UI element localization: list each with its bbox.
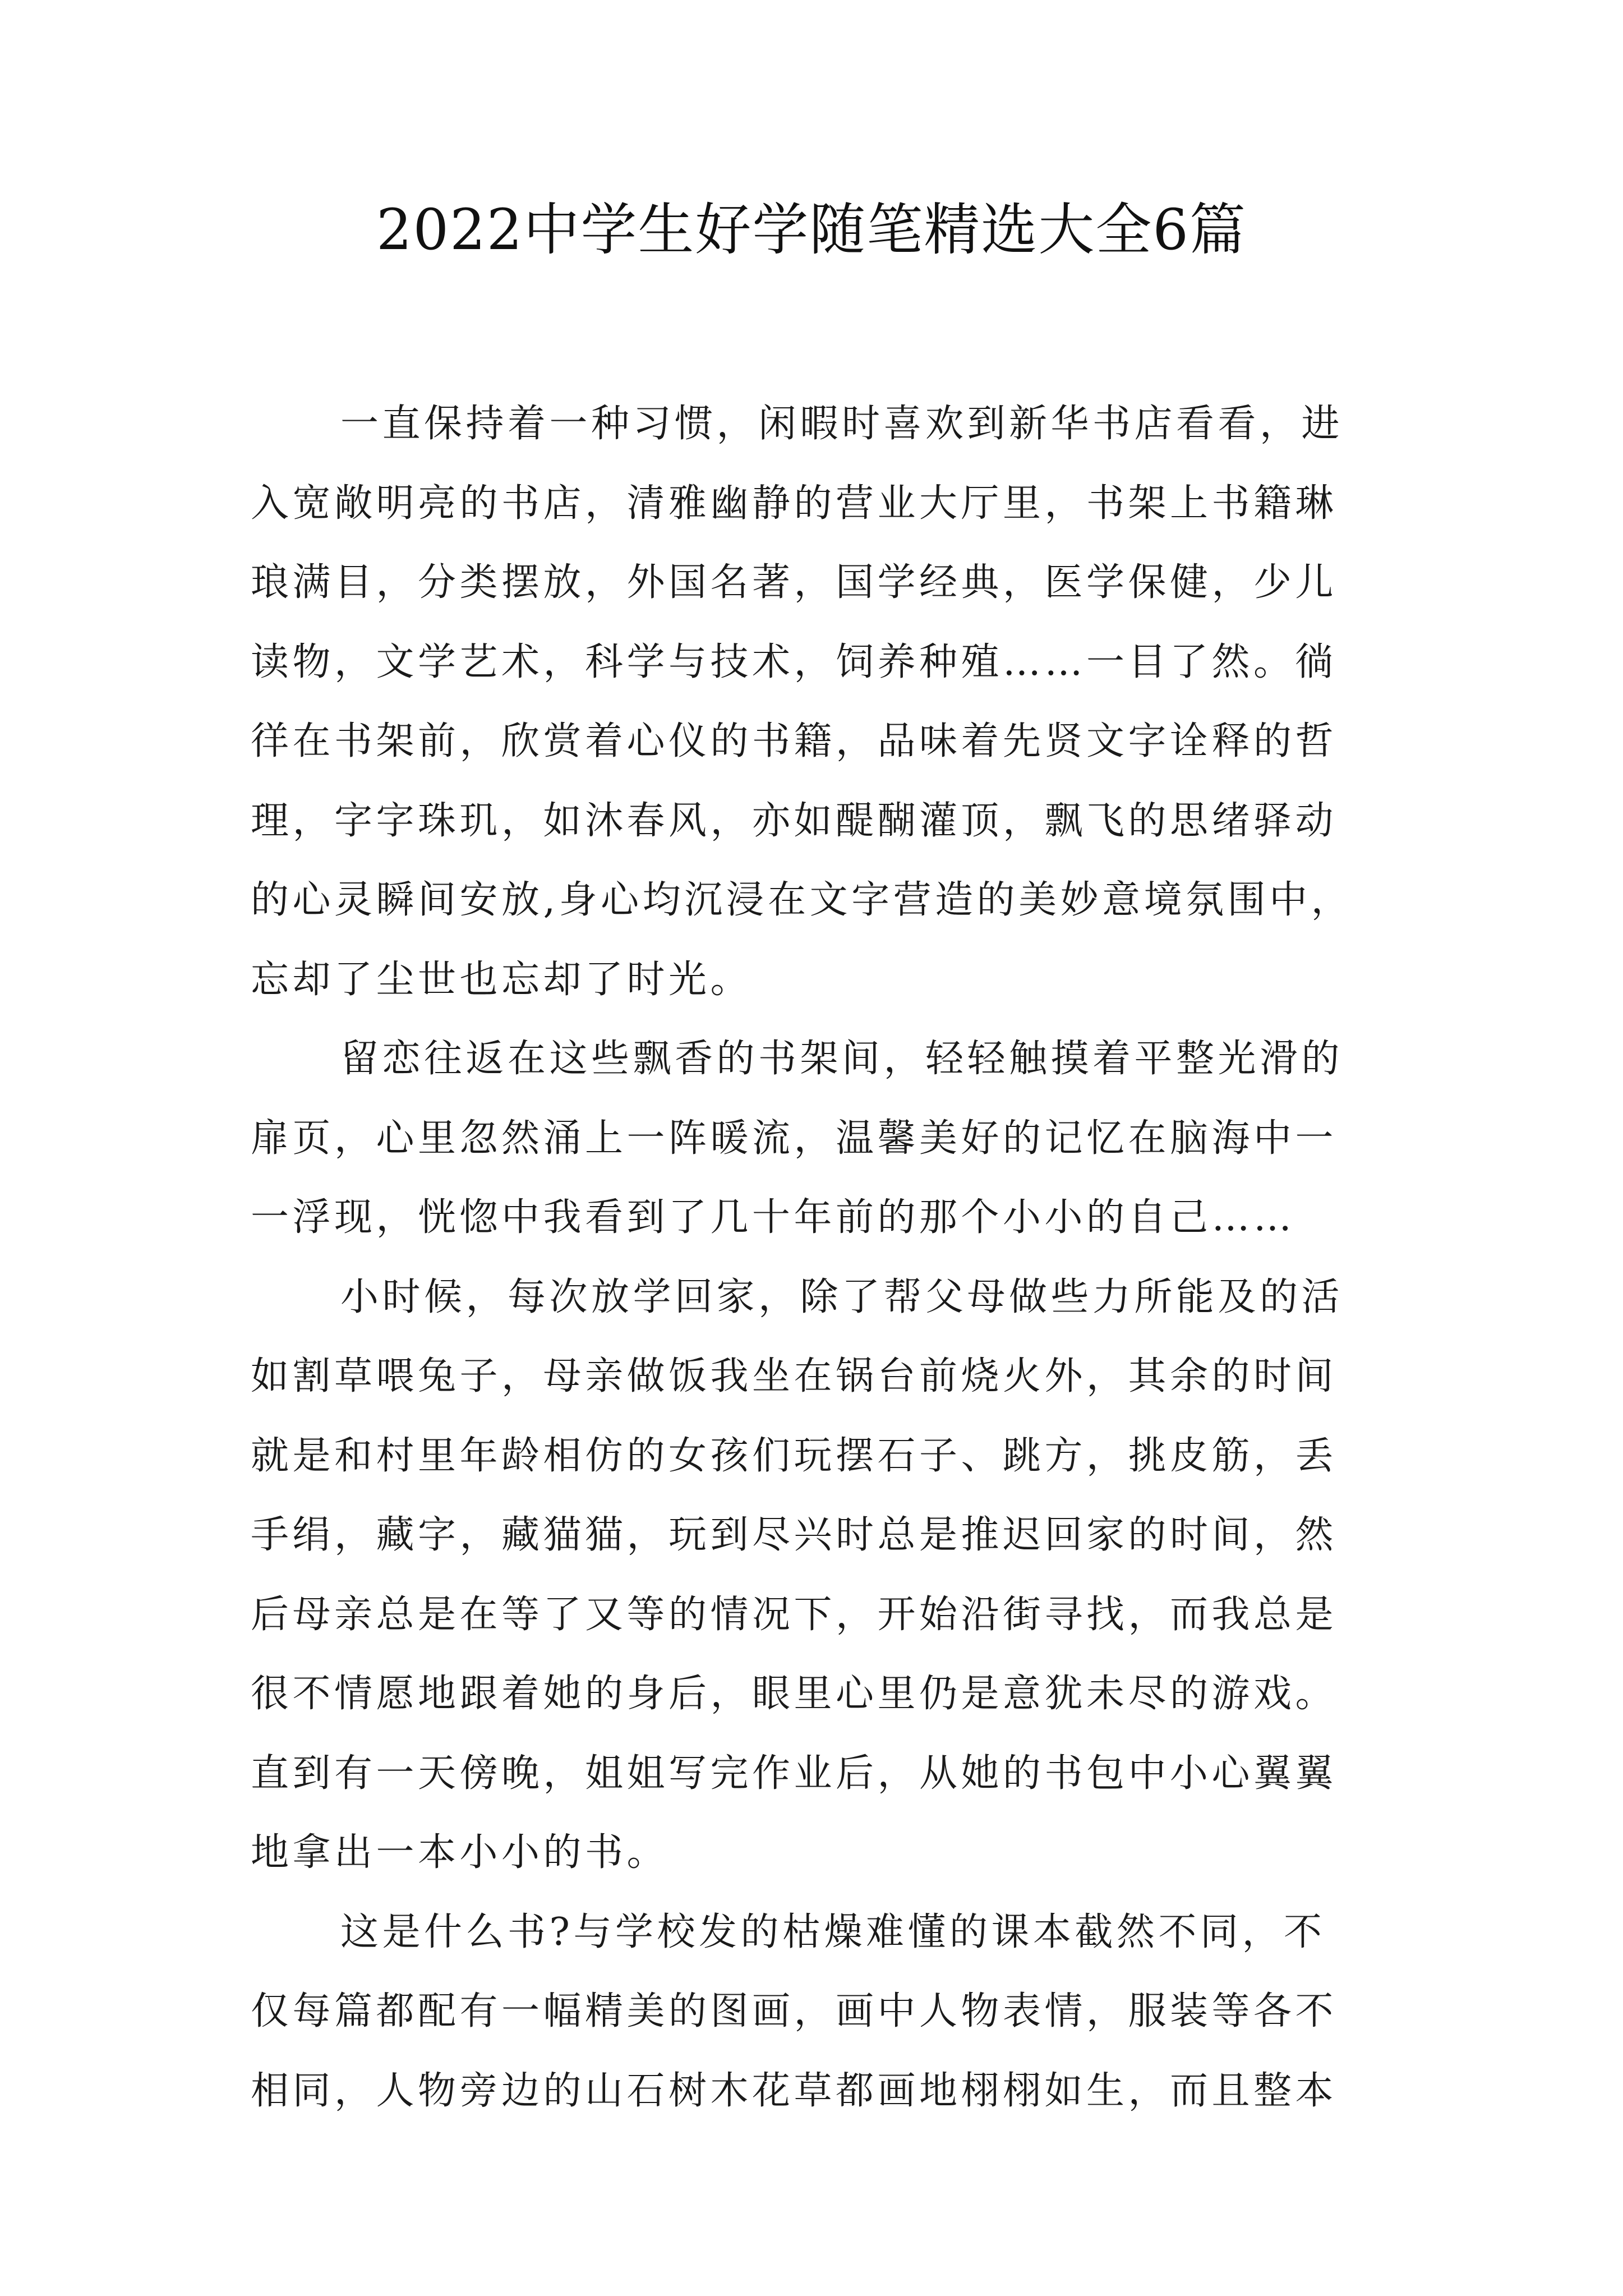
text-line: 小时候，每次放学回家，除了帮父母做些力所能及的活 bbox=[340, 1274, 1344, 1319]
text-line: 留恋往返在这些飘香的书架间，轻轻触摸着平整光滑的 bbox=[340, 1037, 1344, 1081]
text-line: 如割草喂兔子，母亲做饭我坐在锅台前烧火外，其余的时间 bbox=[251, 1354, 1338, 1398]
text-line: 忘却了尘世也忘却了时光。 bbox=[251, 957, 753, 1002]
text-line: 后母亲总是在等了又等的情况下，开始沿街寻找，而我总是 bbox=[251, 1592, 1338, 1637]
text-line: 地拿出一本小小的书。 bbox=[251, 1830, 669, 1875]
text-line: 就是和村里年龄相仿的女孩们玩摆石子、跳方，挑皮筋，丢 bbox=[251, 1433, 1338, 1478]
document-body bbox=[251, 384, 1389, 2131]
text-line: 徉在书架前，欣赏着心仪的书籍，品味着先贤文字诠释的哲 bbox=[251, 719, 1338, 763]
text-line: 一直保持着一种习惯，闲暇时喜欢到新华书店看看，进 bbox=[340, 402, 1344, 446]
text-line: 琅满目，分类摆放，外国名著，国学经典，医学保健，少儿 bbox=[251, 560, 1338, 605]
text-line: 的心灵瞬间安放,身心均沉浸在文字营造的美妙意境氛围中， bbox=[251, 878, 1353, 922]
text-line: 这是什么书?与学校发的枯燥难懂的课本截然不同，不 bbox=[340, 1910, 1326, 1954]
document-title: 2022中学生好学随笔精选大全6篇 bbox=[376, 197, 1247, 263]
text-line: 很不情愿地跟着她的身后，眼里心里仍是意犹未尽的游戏。 bbox=[251, 1672, 1338, 1716]
text-line: 相同，人物旁边的山石树木花草都画地栩栩如生，而且整本 bbox=[251, 2068, 1338, 2113]
text-line: 读物，文学艺术，科学与技术，饲养种殖……一目了然。徜 bbox=[251, 639, 1338, 684]
text-line: 直到有一天傍晚，姐姐写完作业后，从她的书包中小心翼翼 bbox=[251, 1751, 1338, 1796]
text-line: 一浮现，恍惚中我看到了几十年前的那个小小的自己…… bbox=[251, 1195, 1295, 1240]
text-line: 扉页，心里忽然涌上一阵暖流，温馨美好的记忆在脑海中一 bbox=[251, 1116, 1338, 1161]
text-line: 理，字字珠玑，如沐春风，亦如醍醐灌顶，飘飞的思绪驿动 bbox=[251, 798, 1338, 843]
text-line: 入宽敞明亮的书店，清雅幽静的营业大厅里，书架上书籍琳 bbox=[251, 481, 1338, 526]
text-line: 手绢，藏字，藏猫猫，玩到尽兴时总是推迟回家的时间，然 bbox=[251, 1513, 1338, 1557]
text-line: 仅每篇都配有一幅精美的图画，画中人物表情，服装等各不 bbox=[251, 1989, 1338, 2033]
